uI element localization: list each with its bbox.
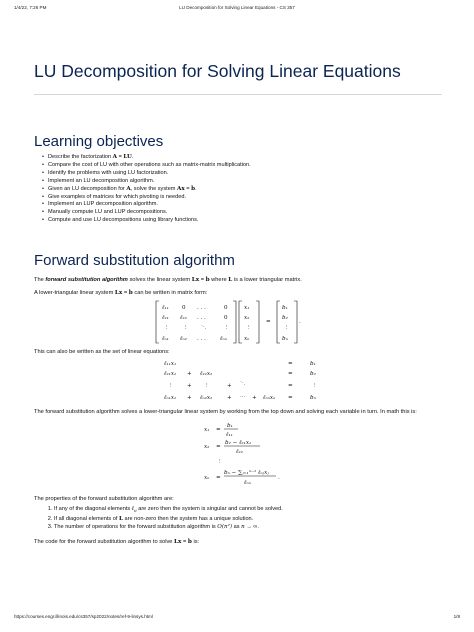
page-number: 1/8 bbox=[453, 614, 460, 619]
svg-text:⋮: ⋮ bbox=[168, 383, 174, 390]
set-intro: This can also be written as the set of linear equations: bbox=[34, 349, 170, 356]
svg-text:⋱: ⋱ bbox=[240, 381, 246, 388]
svg-text:=: = bbox=[288, 383, 293, 390]
svg-text:.: . bbox=[278, 475, 280, 482]
svg-text:⋯: ⋯ bbox=[240, 395, 246, 402]
print-date: 1/4/22, 7:26 PM bbox=[14, 5, 47, 10]
objective-item: • Implement an LU decomposition algorithm. bbox=[42, 178, 442, 186]
svg-text:=: = bbox=[216, 444, 221, 451]
svg-text:xₙ: xₙ bbox=[244, 336, 250, 343]
prop-item: 2. If all diagonal elements of L are non-zero then the system has a unique solution. bbox=[54, 515, 442, 523]
title-divider bbox=[34, 94, 442, 95]
matrix-intro: A lower-triangular linear system Lx = b can be written in matrix form: bbox=[34, 290, 208, 297]
svg-text:b₂ − ℓ₂₁x₁: b₂ − ℓ₂₁x₁ bbox=[225, 440, 252, 447]
svg-text:+: + bbox=[187, 371, 192, 378]
svg-text:bₙ: bₙ bbox=[310, 395, 316, 402]
svg-text:⋮: ⋮ bbox=[224, 325, 230, 332]
objective-item: • Implement an LUP decomposition algorithm. bbox=[42, 201, 442, 209]
svg-text:=: = bbox=[288, 361, 293, 368]
svg-text:0: 0 bbox=[182, 305, 186, 312]
forward-intro: The forward substitution algorithm solves the linear system Lx = b where L is a lower triangular matrix. bbox=[34, 277, 302, 284]
svg-text:bₙ: bₙ bbox=[282, 336, 288, 343]
svg-text:+: + bbox=[252, 395, 257, 402]
page-content bbox=[34, 60, 442, 546]
objectives-list bbox=[34, 154, 442, 225]
svg-text:ℓₙₙ: ℓₙₙ bbox=[244, 480, 251, 487]
linear-equations bbox=[34, 357, 442, 405]
svg-text:=: = bbox=[266, 319, 271, 326]
print-footer bbox=[14, 614, 460, 624]
svg-text:+: + bbox=[187, 383, 192, 390]
objective-item: • Give examples of matrices for which pivoting is needed. bbox=[42, 194, 442, 202]
print-title: LU Decomposition for Solving Linear Equations - CS 357 bbox=[179, 5, 295, 10]
svg-text:=: = bbox=[288, 371, 293, 378]
objective-item: • Identify the problems with using LU factorization. bbox=[42, 170, 442, 178]
svg-text:ℓ₂₁: ℓ₂₁ bbox=[162, 315, 169, 322]
objective-item: • Manually compute LU and LUP decompositions. bbox=[42, 209, 442, 217]
svg-text:ℓ₂₂x₂: ℓ₂₂x₂ bbox=[200, 371, 213, 378]
svg-text:x₁: x₁ bbox=[204, 427, 210, 434]
svg-text:ℓ₂₂: ℓ₂₂ bbox=[180, 315, 187, 322]
svg-text:0: 0 bbox=[224, 305, 228, 312]
svg-text:ℓₙₙ: ℓₙₙ bbox=[220, 336, 227, 343]
svg-text:⋮: ⋮ bbox=[217, 459, 223, 466]
svg-text:ℓₙ₂x₂: ℓₙ₂x₂ bbox=[200, 395, 213, 402]
svg-text:ℓₙ₂: ℓₙ₂ bbox=[180, 336, 187, 343]
prop-item: 1. If any of the diagonal elements ℓ$_{ii}$ are zero then the system is singular and cannot be solved. bbox=[54, 505, 442, 515]
objective-item: • Compare the cost of LU with other operations such as matrix-matrix multiplication. bbox=[42, 162, 442, 170]
svg-text:⋮: ⋮ bbox=[312, 383, 318, 390]
svg-text:b₁: b₁ bbox=[227, 423, 233, 430]
objectives-heading: Learning objectives bbox=[34, 133, 164, 150]
svg-text:+: + bbox=[227, 383, 232, 390]
svg-text:. . .: . . . bbox=[197, 336, 206, 343]
svg-text:. . .: . . . bbox=[197, 315, 206, 322]
svg-text:=: = bbox=[288, 395, 293, 402]
svg-text:ℓ₁₁: ℓ₁₁ bbox=[226, 432, 233, 439]
svg-text:b₂: b₂ bbox=[310, 371, 316, 378]
svg-text:ℓₙ₁: ℓₙ₁ bbox=[162, 336, 169, 343]
svg-text:x₁: x₁ bbox=[244, 305, 250, 312]
svg-text:.: . bbox=[299, 319, 301, 326]
print-header bbox=[14, 5, 460, 15]
svg-text:x₂: x₂ bbox=[204, 444, 210, 451]
svg-text:+: + bbox=[227, 395, 232, 402]
prop-item: 3. The number of operations for the forward substitution algorithm is O(n²) as n → ∞. bbox=[54, 523, 442, 531]
svg-text:⋱: ⋱ bbox=[201, 325, 207, 332]
props-list bbox=[34, 505, 442, 531]
svg-text:ℓ₁₁x₁: ℓ₁₁x₁ bbox=[164, 361, 177, 368]
svg-text:ℓ₂₁x₁: ℓ₂₁x₁ bbox=[164, 371, 177, 378]
objective-item: • Describe the factorization A = LU. bbox=[42, 154, 442, 162]
svg-text:=: = bbox=[216, 475, 221, 482]
svg-text:x₂: x₂ bbox=[244, 315, 250, 322]
svg-text:+: + bbox=[187, 395, 192, 402]
svg-text:ℓ₂₂: ℓ₂₂ bbox=[236, 449, 243, 456]
algo-description: The forward substitution algorithm solves a lower-triangular linear system by working from the top down and solving each variable in turn. In math this is: bbox=[34, 409, 417, 416]
svg-text:bₙ − ∑ⱼ₌₁ⁿ⁻¹ ℓₙⱼxⱼ: bₙ − ∑ⱼ₌₁ⁿ⁻¹ ℓₙⱼxⱼ bbox=[224, 470, 269, 477]
svg-text:⋮: ⋮ bbox=[284, 325, 290, 332]
svg-text:ℓₙ₁x₁: ℓₙ₁x₁ bbox=[164, 395, 177, 402]
matrix-equation bbox=[34, 299, 442, 345]
svg-text:⋮: ⋮ bbox=[183, 325, 189, 332]
svg-text:xₙ: xₙ bbox=[204, 475, 210, 482]
props-intro: The properties of the forward substitution algorithm are: bbox=[34, 496, 174, 503]
svg-text:b₁: b₁ bbox=[282, 305, 288, 312]
svg-text:ℓₙₙxₙ: ℓₙₙxₙ bbox=[263, 395, 276, 402]
svg-text:⋮: ⋮ bbox=[164, 325, 170, 332]
substitution-formulas bbox=[34, 419, 442, 489]
objective-item: • Compute and use LU decompositions using library functions. bbox=[42, 217, 442, 225]
svg-text:. . .: . . . bbox=[197, 305, 206, 312]
svg-text:ℓ₁₁: ℓ₁₁ bbox=[162, 305, 169, 312]
svg-text:⋮: ⋮ bbox=[246, 325, 252, 332]
svg-text:=: = bbox=[216, 427, 221, 434]
svg-text:b₂: b₂ bbox=[282, 315, 288, 322]
code-intro: The code for the forward substitution algorithm to solve Lx = b is: bbox=[34, 539, 200, 546]
page-title: LU Decomposition for Solving Linear Equations bbox=[34, 61, 401, 81]
svg-text:0: 0 bbox=[224, 315, 228, 322]
page-url: https://courses.engr.illinois.edu/cs357/sp2022/notes/ref-9-linsys.html bbox=[14, 614, 153, 619]
svg-text:⋮: ⋮ bbox=[204, 383, 210, 390]
svg-text:b₁: b₁ bbox=[310, 361, 316, 368]
forward-heading: Forward substitution algorithm bbox=[34, 252, 235, 270]
objective-item: • Given an LU decomposition for A, solve the system Ax = b. bbox=[42, 186, 442, 194]
